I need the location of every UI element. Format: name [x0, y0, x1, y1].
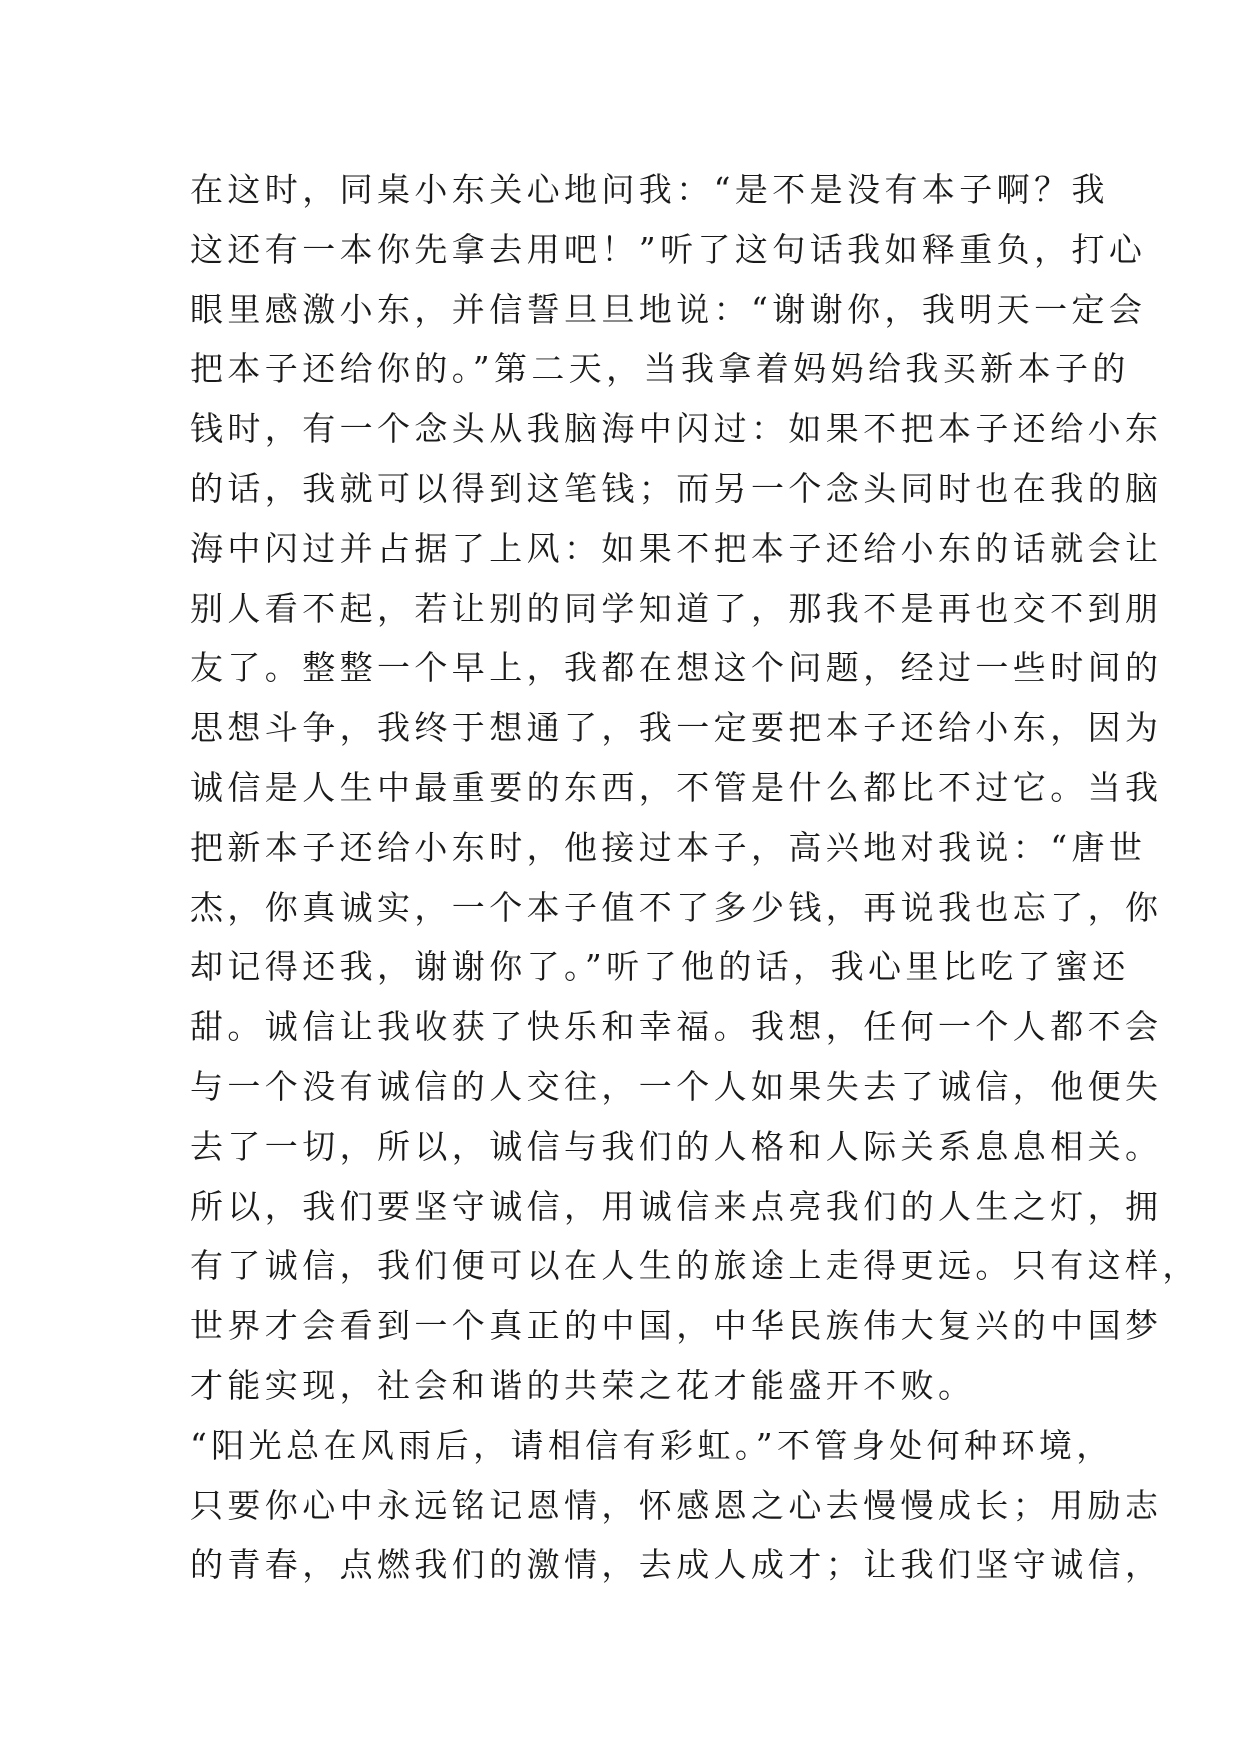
text-line: 的青春，点燃我们的激情，去成人成才；让我们坚守诚信，: [190, 1545, 1163, 1585]
text-line: 眼里感激小东，并信誓旦旦地说：“谢谢你，我明天一定会: [190, 289, 1147, 329]
text-line: 别人看不起，若让别的同学知道了，那我不是再也交不到朋: [190, 588, 1163, 628]
text-line: 甜。诚信让我收获了快乐和幸福。我想，任何一个人都不会: [190, 1007, 1163, 1047]
text-line: 与一个没有诚信的人交往，一个人如果失去了诚信，他便失: [190, 1066, 1163, 1106]
text-line: 世界才会看到一个真正的中国，中华民族伟大复兴的中国梦: [190, 1306, 1163, 1346]
text-line: 的话，我就可以得到这笔钱；而另一个念头同时也在我的脑: [190, 468, 1163, 508]
text-line: 才能实现，社会和谐的共荣之花才能盛开不败。: [190, 1365, 976, 1405]
text-line: 钱时，有一个念头从我脑海中闪过：如果不把本子还给小东: [190, 409, 1163, 449]
text-line: 把新本子还给小东时，他接过本子，高兴地对我说：“唐世: [190, 827, 1147, 867]
text-line: 这还有一本你先拿去用吧！”听了这句话我如释重负，打心: [190, 229, 1147, 269]
text-line: 在这时，同桌小东关心地问我：“是不是没有本子啊？我: [190, 170, 1109, 209]
text-line: 把本子还给你的。”第二天，当我拿着妈妈给我买新本子的: [190, 349, 1130, 389]
text-line: 海中闪过并占据了上风：如果不把本子还给小东的话就会让: [190, 528, 1163, 568]
text-line: 思想斗争，我终于想通了，我一定要把本子还给小东，因为: [190, 708, 1163, 748]
text-line: 杰，你真诚实，一个本子值不了多少钱，再说我也忘了，你: [190, 887, 1163, 927]
text-line: 友了。整整一个早上，我都在想这个问题，经过一些时间的: [190, 648, 1163, 688]
body-text: [190, 160, 1200, 1595]
text-line: 去了一切，所以，诚信与我们的人格和人际关系息息相关。: [190, 1126, 1163, 1166]
text-line: 诚信是人生中最重要的东西，不管是什么都比不过它。当我: [190, 767, 1163, 807]
text-line: 只要你心中永远铭记恩情，怀感恩之心去慢慢成长；用励志: [190, 1485, 1163, 1525]
text-line: 却记得还我，谢谢你了。”听了他的话，我心里比吃了蜜还: [190, 947, 1130, 987]
text-line: 所以，我们要坚守诚信，用诚信来点亮我们的人生之灯，拥: [190, 1186, 1163, 1226]
text-line: 有了诚信，我们便可以在人生的旅途上走得更远。只有这样，: [190, 1246, 1200, 1286]
text-line: “阳光总在风雨后，请相信有彩虹。”不管身处何种环境，: [190, 1425, 1114, 1465]
